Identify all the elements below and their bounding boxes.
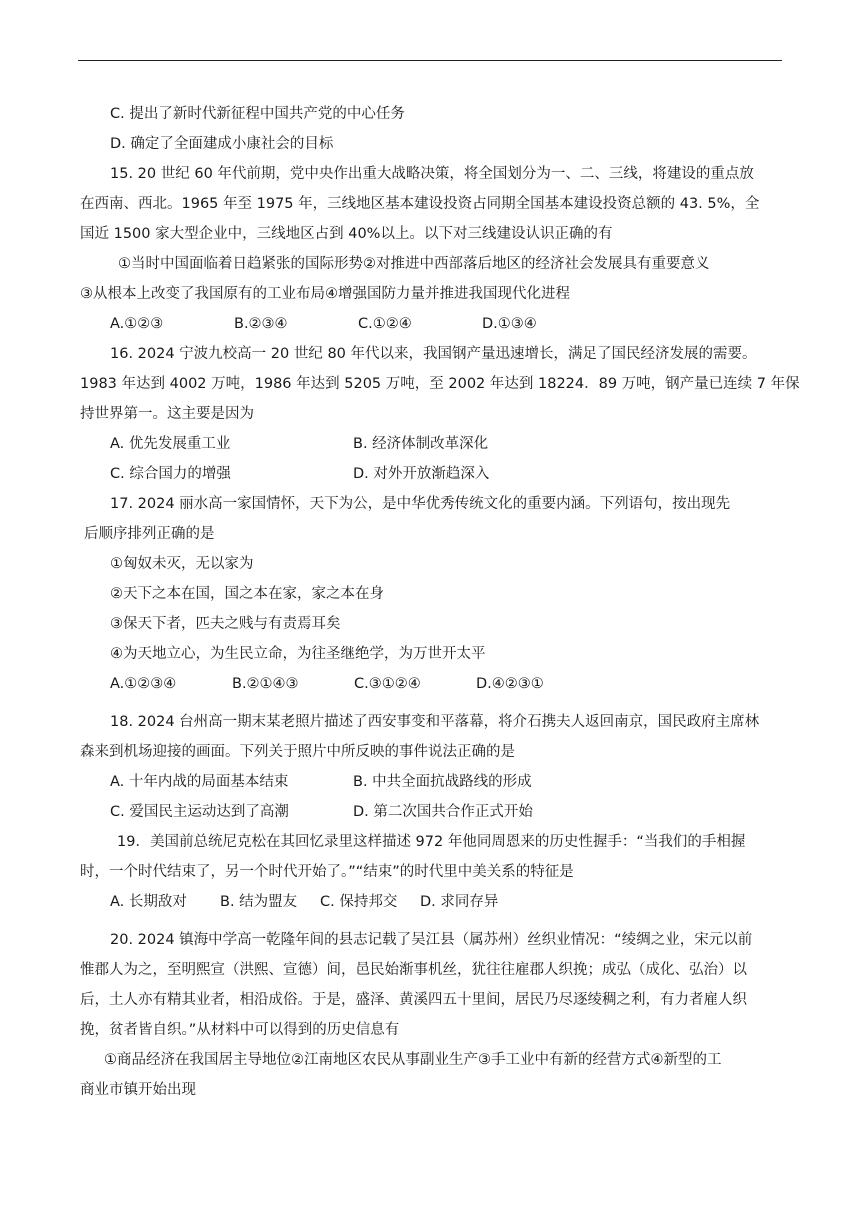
q19-option-b[interactable]: B. 结为盟友 — [220, 894, 298, 910]
question-17 — [80, 489, 782, 699]
q18-options-row — [80, 767, 782, 797]
q18-option-b[interactable]: B. 中共全面抗战路线的形成 — [353, 774, 532, 790]
q17-option-c[interactable]: C.③①②④ — [354, 676, 421, 692]
q19-stem-line: 19．美国前总统尼克松在其回忆录里这样描述 972 年他同周恩来的历史性握手：“当我们的手相握 — [117, 834, 746, 850]
q17-stem-line: 后顺序排列正确的是 — [84, 526, 215, 542]
q19-option-a[interactable]: A. 长期敌对 — [110, 894, 187, 910]
question-16 — [80, 339, 800, 489]
q19-option-c[interactable]: C. 保持邦交 — [320, 894, 398, 910]
q19-stem-line: 时，一个时代结束了，另一个时代开始了。”“结束”的时代里中美关系的特征是 — [80, 864, 574, 880]
q18-option-a[interactable]: A. 十年内战的局面基本结束 — [110, 774, 289, 790]
q19-options — [80, 887, 782, 917]
q15-option-c[interactable]: C.①②④ — [358, 316, 412, 332]
q16-option-b[interactable]: B. 经济体制改革深化 — [353, 436, 489, 452]
q16-options-row — [80, 429, 782, 459]
q20-stem-line: 20. 2024 镇海中学高一乾隆年间的县志记载了吴江县（属苏州）丝织业情况：“绫绸之业，宋元以前 — [110, 932, 753, 948]
question-20 — [80, 925, 782, 1105]
q20-stem-line: 挽，贫者皆自织。”从材料中可以得到的历史信息有 — [80, 1022, 400, 1038]
q18-options-row — [80, 797, 782, 827]
q15-statement: ①当时中国面临着日趋紧张的国际形势②对推进中西部落后地区的经济社会发展具有重要意义 — [118, 256, 710, 272]
q18-stem-line: 森来到机场迎接的画面。下列关于照片中所反映的事件说法正确的是 — [80, 744, 515, 760]
q20-stem-line: 惟郡人为之，至明熙宣（洪熙、宣德）间，邑民始渐事机丝，犹往往雇郡人织挽；成弘（成化、弘治）以 — [80, 962, 747, 978]
q17-statement: ①匈奴未灭，无以家为 — [110, 556, 254, 572]
q16-option-c[interactable]: C. 综合国力的增强 — [110, 466, 231, 482]
question-18 — [80, 707, 782, 827]
q17-option-d[interactable]: D.④②③① — [476, 676, 544, 692]
q16-option-a[interactable]: A. 优先发展重工业 — [110, 436, 231, 452]
q17-option-a[interactable]: A.①②③④ — [110, 676, 177, 692]
q17-statement: ②天下之本在国，国之本在家，家之本在身 — [110, 586, 384, 602]
q16-stem-line: 1983 年达到 4002 万吨，1986 年达到 5205 万吨，至 2002 年达到 18224．89 万吨，钢产量已连续 7 年保 — [80, 376, 800, 392]
q18-option-c[interactable]: C. 爱国民主运动达到了高潮 — [110, 804, 289, 820]
q16-stem-line: 16. 2024 宁波九校高一 20 世纪 80 年代以来，我国钢产量迅速增长，满足了国民经济发展的需要。 — [110, 346, 757, 362]
q15-stem-line: 国近 1500 家大型企业中，三线地区占到 40%以上。以下对三线建设认识正确的有 — [80, 226, 613, 242]
q17-statement: ③保天下者，匹夫之贱与有责焉耳矣 — [110, 616, 341, 632]
document-page — [80, 99, 800, 1105]
q15-stem-line: 在西南、西北。1965 年至 1975 年，三线地区基本建设投资占同期全国基本建设投资总额的 43. 5%，全 — [80, 196, 760, 212]
q15-stem-line: 15. 20 世纪 60 年代前期，党中央作出重大战略决策，将全国划分为一、二、三线，将建设的重点放 — [110, 166, 754, 182]
q15-statement: ③从根本上改变了我国原有的工业布局④增强国防力量并推进我国现代化进程 — [80, 286, 570, 302]
q16-options-row — [80, 459, 782, 489]
q20-statement: 商业市镇开始出现 — [80, 1082, 196, 1098]
q17-stem-line: 17. 2024 丽水高一家国情怀，天下为公，是中华优秀传统文化的重要内涵。下列语句，按出现先 — [110, 496, 731, 512]
q19-option-d[interactable]: D. 求同存异 — [420, 894, 499, 910]
q20-stem-line: 后，土人亦有精其业者，相沿成俗。于是，盛泽、黄溪四五十里间，居民乃尽逐绫稠之利，有力者雇人织 — [80, 992, 747, 1008]
q15-option-a[interactable]: A.①②③ — [110, 316, 164, 332]
question-19 — [80, 827, 782, 917]
q16-stem-line: 持世界第一。这主要是因为 — [80, 406, 254, 422]
q20-statement: ①商品经济在我国居主导地位②江南地区农民从事副业生产③手工业中有新的经营方式④新型的工 — [104, 1052, 722, 1068]
q15-option-b[interactable]: B.②③④ — [234, 316, 288, 332]
q18-stem-line: 18. 2024 台州高一期末某老照片描述了西安事变和平落幕，将介石携夫人返回南京，国民政府主席林 — [110, 714, 760, 730]
question-15 — [80, 159, 782, 339]
q17-options — [80, 669, 782, 699]
q17-statement: ④为天地立心，为生民立命，为往圣继绝学，为万世开太平 — [110, 646, 486, 662]
q14-option-c: C. 提出了新时代新征程中国共产党的中心任务 — [110, 106, 405, 122]
q15-option-d[interactable]: D.①③④ — [482, 316, 537, 332]
q16-option-d[interactable]: D. 对外开放渐趋深入 — [353, 466, 490, 482]
header-rule — [78, 60, 782, 61]
q14-option-d: D. 确定了全面建成小康社会的目标 — [110, 136, 334, 152]
q18-option-d[interactable]: D. 第二次国共合作正式开始 — [353, 804, 533, 820]
q17-option-b[interactable]: B.②①④③ — [232, 676, 299, 692]
q15-options — [80, 309, 782, 339]
